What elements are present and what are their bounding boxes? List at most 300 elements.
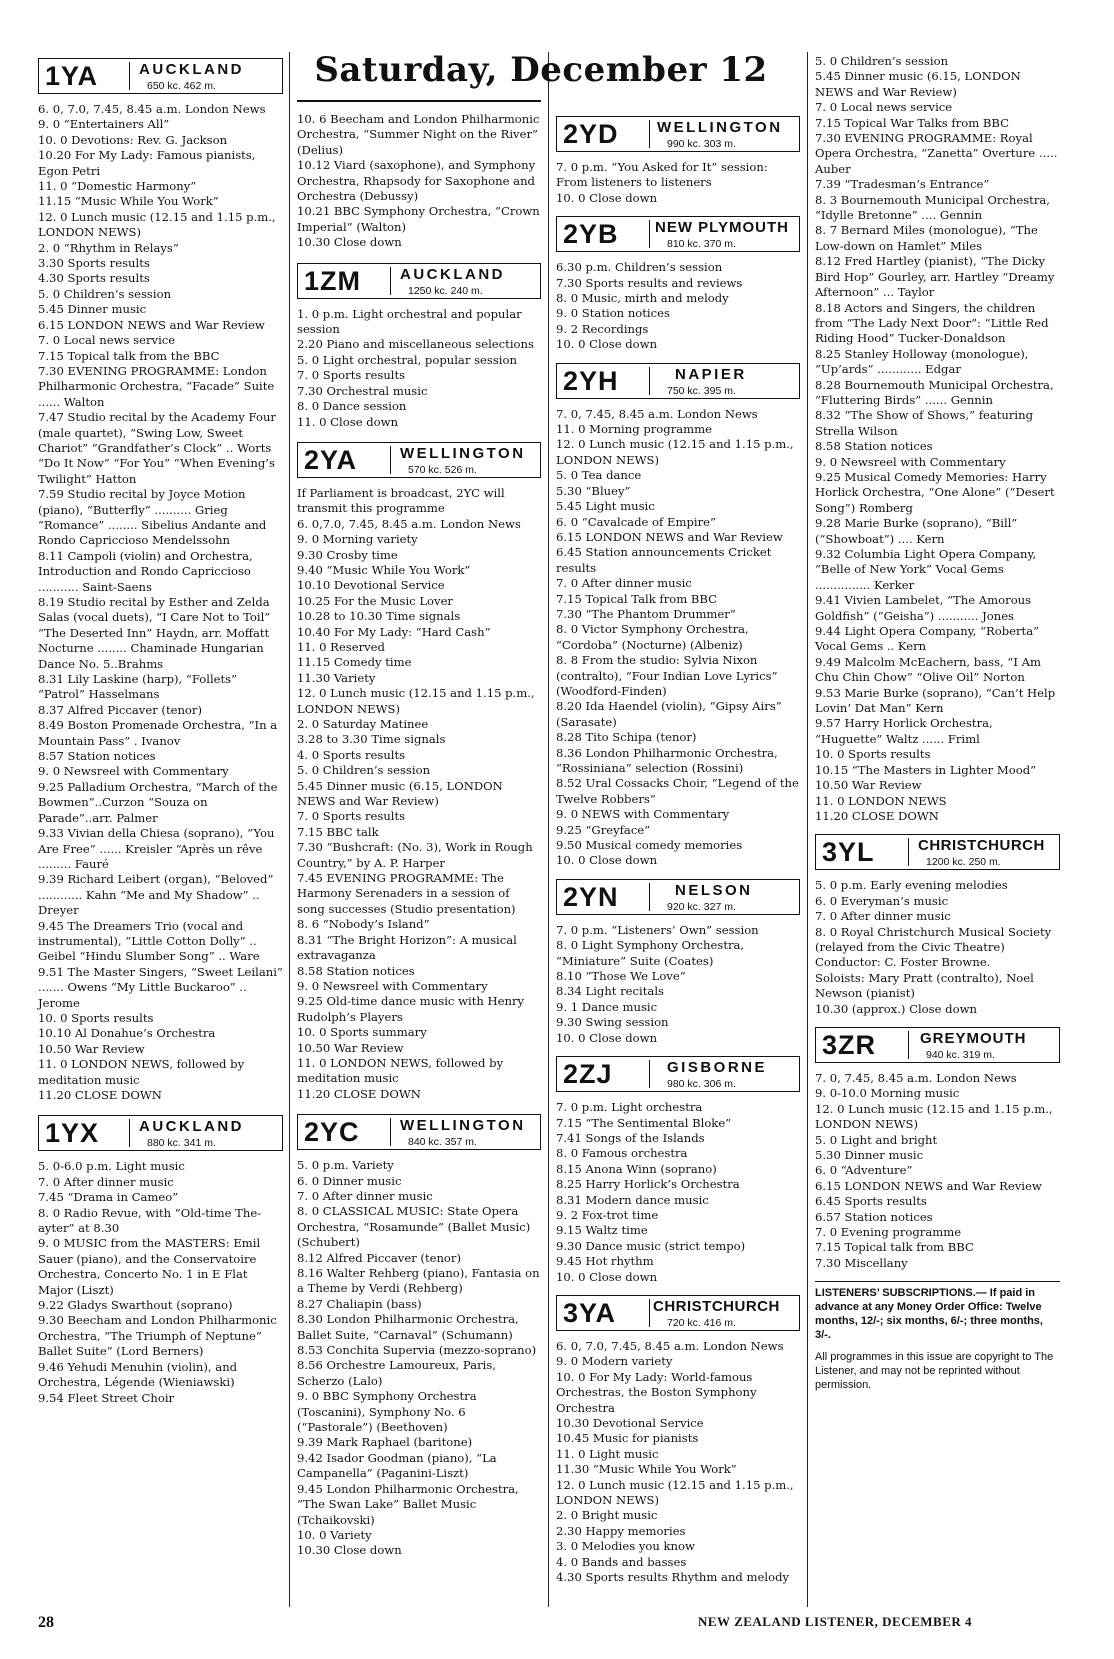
programme-item: 8. 0 Royal Christchurch Musical Society (relayed from the Civic Theatre) (815, 924, 1052, 954)
programme-item: 7.30 Sports results and reviews (556, 275, 743, 290)
programme-item: 5.30 Dinner music (815, 1148, 924, 1162)
station-city: NELSON (675, 881, 753, 899)
programme-item: 10. 6 Beecham and London Philharmonic Orchestra, “Summer Night on the River” (Delius) (297, 112, 540, 157)
programme-item: 5. 0 Children’s session (297, 763, 431, 778)
programme-item: 7.41 Songs of the Islands (556, 1130, 705, 1145)
programme-item: 7. 0 p.m. “Listeners’ Own” session (556, 922, 759, 937)
programme-item: 9.50 Musical comedy memories (556, 838, 743, 853)
programme-item: 11. 0 LONDON NEWS, followed by meditation music (38, 1057, 245, 1087)
station-frequency: 720 kc. 416 m. (667, 1316, 736, 1329)
programme-item: 8. 0 Light Symphony Orchestra, “Miniature” Suite (Coates) (556, 938, 745, 968)
programme-item: 5. 0 Children’s session (815, 54, 949, 68)
programme-item: 4.30 Sports results Rhythm and melody (556, 1570, 790, 1585)
station-city: WELLINGTON (400, 444, 526, 462)
programme-item: 12. 0 Lunch music (12.15 and 1.15 p.m., LONDON NEWS) (38, 209, 276, 240)
programme-list (815, 54, 1060, 824)
programme-item: 7.59 Studio recital by Joyce Motion (piano), “Butterfly” .......... Grieg “Romance” ........ Sibelius Andante and Rondo Capriccioso Mendelssohn (38, 487, 267, 548)
programme-list (38, 102, 283, 1103)
programme-item: 11. 0 LONDON NEWS (815, 793, 947, 808)
programme-item: 8.28 Bournemouth Municipal Orchestra, “Fluttering Birds” ...... Gennin (815, 377, 1054, 407)
header-divider (649, 220, 650, 248)
programme-item: 6. 0, 7.0, 7.45, 8.45 a.m. London News (556, 1338, 784, 1353)
column-1 (38, 54, 283, 1406)
station-city: NAPIER (675, 365, 747, 383)
programme-item: 7. 0 After dinner music (815, 909, 951, 924)
publication-footer: NEW ZEALAND LISTENER, DECEMBER 4 (698, 1614, 973, 1629)
programme-item: 8.37 Alfred Piccaver (tenor) (38, 702, 202, 717)
station-city: NEW PLYMOUTH (655, 219, 789, 237)
station-header-2ya (297, 442, 541, 478)
programme-item: 9. 0 NEWS with Commentary (556, 807, 730, 822)
header-divider (649, 883, 650, 911)
column-2 (297, 112, 541, 1559)
programme-item: 8. 0 Music, mirth and melody (556, 291, 729, 306)
programme-item: 8.52 Ural Cossacks Choir, “Legend of the Twelve Robbers” (556, 776, 799, 806)
programme-item: 10. 0 Sports results (38, 1010, 154, 1025)
station-header-3ya (556, 1295, 800, 1331)
programme-item: 9.25 Musical Comedy Memories: Harry Horlick Orchestra, “One Alone” (“Desert Song”) Romberg (815, 469, 1055, 515)
programme-item: 7. 0 After dinner music (38, 1174, 174, 1189)
programme-item: 10.50 War Review (297, 1040, 404, 1055)
copyright-notice: All programmes in this issue are copyright to The Listener, and may not be reprinted without permission. (815, 1351, 1054, 1392)
subscriptions-notice: LISTENERS’ SUBSCRIPTIONS.— If paid in advance at any Money Order Office: Twelve months, 12/-; six months, 6/-; three months, 3/-. (815, 1281, 1060, 1342)
station-frequency: 920 kc. 327 m. (667, 900, 736, 913)
programme-item: 10. 0 Close down (556, 1030, 658, 1045)
station-call-sign: 1YX (45, 1118, 100, 1149)
programme-item: 8. 0 CLASSICAL MUSIC: State Opera Orchestra, “Rosamunde” (Ballet Music) (Schubert) (297, 1204, 531, 1250)
station-header-2yd (556, 116, 800, 152)
station-header-3yl (815, 834, 1060, 870)
station-header-2yn (556, 879, 800, 915)
programme-item: 7.15 Topical talk from BBC (815, 1240, 974, 1255)
programme-item: 8.56 Orchestre Lamoureux, Paris, Scherzo (Lalo) (297, 1358, 496, 1388)
programme-item: 8.15 Anona Winn (soprano) (556, 1161, 717, 1176)
programme-item: 5.45 Dinner music (6.15, LONDON NEWS and War Review) (297, 778, 503, 809)
programme-list (297, 486, 541, 1102)
programme-item: 8.58 Station notices (297, 963, 415, 978)
programme-item: 7.45 EVENING PROGRAMME: The Harmony Serenaders in a session of song successes (Studio presentation) (297, 871, 516, 916)
programme-item: 11.30 “Music While You Work” (556, 1462, 737, 1477)
header-divider (129, 62, 130, 90)
programme-item: 7.15 BBC talk (297, 824, 379, 839)
programme-item: 10. 0 Close down (556, 337, 658, 352)
programme-list (556, 407, 800, 869)
station-header-1ya (38, 58, 283, 94)
programme-item: 9.49 Malcolm McEachern, bass, “I Am Chu Chin Chow” “Olive Oil” Norton (815, 654, 1041, 685)
programme-item: 11. 0 LONDON NEWS, followed by meditation music (297, 1055, 504, 1086)
programme-item: 8.36 London Philharmonic Orchestra, “Rossiniana” selection (Rossini) (556, 745, 778, 775)
programme-item: 8. 0 Dance session (297, 399, 407, 414)
programme-item: 8.28 Tito Schipa (tenor) (556, 730, 697, 745)
programme-item: 5. 0 Light and bright (815, 1132, 938, 1147)
programme-item: 2.30 Happy memories (556, 1523, 686, 1538)
programme-item: 8.25 Stanley Holloway (monologue), “Up’ards” ............ Edgar (815, 346, 1029, 377)
programme-item: 7.30 Orchestral music (297, 383, 428, 398)
programme-item: 8.57 Station notices (38, 749, 156, 764)
programme-item: 8.27 Chaliapin (bass) (297, 1296, 422, 1311)
header-divider (908, 838, 909, 866)
programme-item: 6.45 Sports results (815, 1194, 927, 1209)
programme-item: 10.21 BBC Symphony Orchestra, “Crown Imperial” (Walton) (297, 204, 540, 234)
programme-item: 8.34 Light recitals (556, 984, 664, 999)
programme-item: 7. 0 Sports results (297, 368, 406, 383)
programme-item: 8.32 “The Show of Shows,” featuring Strella Wilson (815, 408, 1034, 438)
programme-item: 8.10 “Those We Love” (556, 969, 686, 984)
programme-item: 9. 0-10.0 Morning music (815, 1086, 960, 1101)
programme-item: 8. 0 Radio Revue, with “Old-time The-ayter” at 8.30 (38, 1205, 262, 1236)
programme-list (297, 1158, 541, 1559)
station-call-sign: 3YA (563, 1297, 617, 1328)
header-divider (390, 446, 391, 474)
programme-item: 9.22 Gladys Swarthout (soprano) (38, 1298, 233, 1313)
header-divider (649, 120, 650, 148)
station-call-sign: 2ZJ (563, 1059, 613, 1090)
station-call-sign: 2YA (304, 444, 358, 475)
programme-item: 7.30 “The Phantom Drummer” (556, 606, 736, 621)
programme-item: 9.25 Old-time dance music with Henry Rudolph’s Players (297, 994, 525, 1024)
programme-item: 7. 0 Evening programme (815, 1225, 962, 1240)
programme-item: 9.54 Fleet Street Choir (38, 1390, 175, 1405)
programme-item: 9.30 Crosby time (297, 547, 398, 562)
programme-item: 10. 0 For My Lady: World-famous Orchestras, the Boston Symphony Orchestra (556, 1369, 757, 1415)
programme-item: 8. 3 Bournemouth Municipal Orchestra, “Idylle Bretonne” .... Gennin (815, 192, 1050, 223)
programme-item: 7. 0 After dinner music (297, 1188, 433, 1203)
programme-item: 9. 0 Station notices (556, 306, 670, 321)
header-divider (390, 267, 391, 295)
programme-item: 8.16 Walter Rehberg (piano), Fantasia on a Theme by Verdi (Rehberg) (297, 1266, 540, 1296)
programme-item: 9.46 Yehudi Menuhin (violin), and Orchestra, Légende (Wieniawski) (38, 1359, 238, 1390)
programme-item: 10.10 Devotional Service (297, 578, 445, 593)
programme-item: 5.45 Light music (556, 499, 655, 514)
programme-item: 9. 0 MUSIC from the MASTERS: Emil Sauer (piano), and the Conservatoire Orchestra, Concerto No. 1 in E Flat Major (Liszt) (38, 1236, 261, 1297)
programme-item: 7.30 “Bushcraft: (No. 3), Work in Rough Country,” by A. P. Harper (297, 840, 533, 870)
programme-item: 10. 0 Variety (297, 1527, 372, 1542)
programme-item: 10. 0 Sports summary (297, 1025, 427, 1040)
station-call-sign: 2YH (563, 365, 619, 396)
programme-item: 9. 0 “Entertainers All” (38, 117, 170, 132)
programme-item: Soloists: Mary Pratt (contralto), Noel Newson (pianist) (815, 970, 1034, 1001)
programme-item: 5. 0 p.m. Early evening melodies (815, 878, 1008, 893)
station-frequency: 1200 kc. 250 m. (926, 856, 1001, 869)
station-frequency: 650 kc. 462 m. (147, 80, 216, 92)
programme-item: 10.50 War Review (38, 1041, 145, 1056)
programme-item: 11. 0 Light music (556, 1446, 659, 1461)
station-city: CHRISTCHURCH (918, 837, 1045, 855)
programme-item: 4. 0 Sports results (297, 747, 406, 762)
programme-item: 8.25 Harry Horlick’s Orchestra (556, 1177, 740, 1192)
programme-item: 7.45 “Drama in Cameo” (38, 1190, 179, 1205)
programme-item: 10.20 For My Lady: Famous pianists, Egon Petri (38, 148, 256, 178)
programme-item: 8. 6 “Nobody’s Island” (297, 917, 430, 932)
programme-item: 6.15 LONDON NEWS and War Review (815, 1178, 1042, 1193)
station-call-sign: 3ZR (822, 1029, 877, 1060)
programme-item: 2.20 Piano and miscellaneous selections (297, 337, 534, 352)
station-header-2yc (297, 1114, 541, 1150)
programme-item: 7. 0, 7.45, 8.45 a.m. London News (815, 1070, 1017, 1085)
programme-item: 6. 0 “Adventure” (815, 1163, 913, 1178)
programme-item: 6.15 LONDON NEWS and War Review (38, 317, 265, 332)
programme-item: 5. 0 Light orchestral, popular session (297, 352, 517, 367)
programme-item: 9.40 “Music While You Work” (297, 562, 471, 577)
programme-item: 11. 0 Reserved (297, 639, 385, 654)
programme-list (556, 923, 800, 1046)
column-rule (807, 52, 808, 1607)
programme-item: 5.45 Dinner music (38, 302, 147, 317)
station-header-2yb (556, 216, 800, 252)
station-frequency: 980 kc. 306 m. (667, 1078, 736, 1091)
station-header-1yx (38, 1115, 283, 1151)
programme-item: 9. 0 Morning variety (297, 532, 418, 547)
programme-item: 10.15 “The Masters in Lighter Mood” (815, 762, 1037, 777)
programme-item: 8.19 Studio recital by Esther and Zelda Salas (vocal duets), “I Care Not to Toil” “The Deserted Inn” Haydn, arr. Moffatt Nocturne ........ Chaminade Hungarian Dance No. 5..Brahms (38, 595, 271, 671)
station-call-sign: 2YD (563, 119, 619, 149)
programme-item: 9.28 Marie Burke (soprano), “Bill” (“Showboat”) .... Kern (815, 516, 1018, 546)
programme-item: 10.12 Viard (saxophone), and Symphony Orchestra, Rhapsody for Saxophone and Orchestra (Debussy) (297, 158, 536, 204)
programme-item: 6.15 LONDON NEWS and War Review (556, 529, 783, 544)
programme-item: 2. 0 “Rhythm in Relays” (38, 240, 179, 255)
station-header-2zj (556, 1056, 800, 1092)
station-frequency: 840 kc. 357 m. (408, 1136, 477, 1149)
station-city: AUCKLAND (139, 1118, 244, 1136)
programme-item: 7.15 “The Sentimental Bloke” (556, 1115, 732, 1130)
programme-item: 9.51 The Master Singers, “Sweet Leilani” ....... Owens “My Little Buckaroo” .. Jerome (38, 964, 283, 1010)
programme-item: 9. 0 Modern variety (556, 1354, 673, 1369)
programme-item: 10.50 War Review (815, 778, 922, 793)
programme-item: 8. 0 Famous orchestra (556, 1146, 688, 1161)
programme-item: 9.30 Beecham and London Philharmonic Orchestra, “The Triumph of Neptune” Ballet Suite” (Lord Berners) (38, 1313, 277, 1359)
programme-item: 7. 0 p.m. “You Asked for It” session: From listeners to listeners (556, 160, 768, 190)
programme-item: 8.31 “The Bright Horizon”: A musical extravaganza (297, 932, 517, 963)
programme-item: 9.30 Swing session (556, 1015, 669, 1030)
programme-item: 7.30 EVENING PROGRAMME: London Philharmonic Orchestra, “Facade” Suite ...... Walton (38, 363, 275, 409)
programme-item: 9.45 Hot rhythm (556, 1254, 654, 1269)
programme-item: 9.45 London Philharmonic Orchestra, “The Swan Lake” Ballet Music (Tchaikovski) (297, 1481, 519, 1527)
programme-item: 8.30 London Philharmonic Orchestra, Ballet Suite, “Carnaval” (Schumann) (297, 1312, 519, 1342)
programme-item: 11.20 CLOSE DOWN (815, 808, 939, 823)
programme-item: 6. 0 Dinner music (297, 1173, 402, 1188)
header-divider (129, 1119, 130, 1147)
programme-item: 7.15 Topical Talk from BBC (556, 591, 718, 606)
station-header-3zr (815, 1027, 1060, 1063)
programme-item: 9. 0 Newsreel with Commentary (297, 978, 488, 993)
programme-item: 7.15 Topical talk from the BBC (38, 348, 220, 363)
programme-item: 5. 0 Children’s session (38, 286, 172, 301)
station-frequency: 940 kc. 319 m. (926, 1048, 995, 1061)
programme-item: Conductor: C. Foster Browne. (815, 955, 991, 970)
station-header-2yh (556, 363, 800, 399)
page-number: 28 (38, 1614, 54, 1631)
header-divider (649, 1299, 650, 1327)
programme-item: 7.30 Miscellany (815, 1255, 908, 1270)
programme-item: 6.57 Station notices (815, 1209, 933, 1224)
station-call-sign: 1ZM (304, 265, 361, 296)
programme-item: 3.30 Sports results (38, 256, 150, 271)
programme-item: 6. 0,7.0, 7.45, 8.45 a.m. London News (297, 516, 521, 531)
header-divider (390, 1118, 391, 1146)
programme-item: 10. 0 Close down (556, 1269, 658, 1284)
programme-item: 8.58 Station notices (815, 439, 933, 454)
programme-item: 7.47 Studio recital by the Academy Four (male quartet), “Swing Low, Sweet Chariot” “Grandfather’s Clock” .. Worts “Do It Now” “For You” “When Evening’s Twilight” Hatton (38, 410, 276, 486)
programme-item: 10.30 Close down (297, 1543, 402, 1558)
programme-item: 8. 7 Bernard Miles (monologue), “The Low-down on Hamlet” Miles (815, 223, 1038, 253)
station-frequency: 1250 kc. 240 m. (408, 284, 483, 297)
station-city: GREYMOUTH (920, 1029, 1027, 1047)
programme-list (815, 1071, 1060, 1271)
programme-item: If Parliament is broadcast, 2YC will transmit this programme (297, 485, 505, 516)
column-4 (815, 54, 1060, 1392)
programme-item: 8.12 Fred Hartley (pianist), “The Dicky Bird Hop” Gourley, arr. Hartley “Dreamy Afternoon” ... Taylor (815, 254, 1055, 300)
programme-item: 7. 0 After dinner music (556, 576, 692, 591)
programme-item: 6. 0 “Cavalcade of Empire” (556, 514, 716, 529)
programme-item: 9. 2 Fox-trot time (556, 1207, 659, 1222)
station-call-sign: 3YL (822, 837, 875, 868)
programme-list (38, 1159, 283, 1406)
programme-item: 9.57 Harry Horlick Orchestra, “Huguette” Waltz ...... Friml (815, 716, 993, 746)
programme-item: 8. 0 Victor Symphony Orchestra, “Cordoba” (Nocturne) (Albeniz) (556, 622, 749, 652)
programme-item: 8.12 Alfred Piccaver (tenor) (297, 1250, 461, 1265)
programme-list (556, 1100, 800, 1285)
programme-item: 11. 0 Morning programme (556, 422, 712, 437)
programme-item: 11.30 Variety (297, 670, 376, 685)
programme-item: 7. 0 Local news service (815, 100, 953, 115)
programme-item: 11.20 CLOSE DOWN (297, 1086, 421, 1101)
programme-item: 9.15 Waltz time (556, 1223, 648, 1238)
programme-item: 11.15 Comedy time (297, 655, 412, 670)
programme-item: 9.39 Richard Leibert (organ), “Beloved” ............ Kahn “Me and My Shadow” .. Dreyer (38, 872, 274, 918)
programme-item: 6.30 p.m. Children’s session (556, 260, 723, 275)
programme-list (556, 260, 800, 352)
programme-list (556, 160, 800, 206)
programme-item: 5.30 “Bluey” (556, 483, 631, 498)
programme-item: 7. 0 Local news service (38, 333, 176, 348)
station-frequency: 880 kc. 341 m. (147, 1137, 216, 1150)
programme-item: 12. 0 Lunch music (12.15 and 1.15 p.m., LONDON NEWS) (297, 686, 535, 716)
programme-item: 10. 0 Sports results (815, 747, 931, 762)
programme-item: 9. 0 Newsreel with Commentary (38, 764, 229, 779)
header-divider (649, 1060, 650, 1088)
programme-item: 10.40 For My Lady: “Hard Cash” (297, 624, 491, 639)
programme-item: 8.11 Campoli (violin) and Orchestra, Introduction and Rondo Capriccioso ........... Saint-Saens (38, 548, 253, 594)
station-city: AUCKLAND (139, 61, 244, 78)
programme-item: 9. 0 BBC Symphony Orchestra (Toscanini), Symphony No. 6 (“Pastorale”) (Beethoven) (297, 1389, 477, 1435)
station-frequency: 750 kc. 395 m. (667, 384, 736, 397)
programme-item: 5. 0 Tea dance (556, 468, 642, 483)
programme-item: 2. 0 Saturday Matinee (297, 717, 429, 731)
programme-item: 8. 8 From the studio: Sylvia Nixon (contralto), “Four Indian Love Lyrics” (Woodford-Finden) (556, 653, 778, 698)
programme-list (556, 1339, 800, 1586)
programme-item: 9.25 Palladium Orchestra, “March of the Bowmen”..Curzon “Souza on Parade”..arr. Palmer (38, 779, 278, 825)
programme-item: 11.15 “Music While You Work” (38, 194, 219, 209)
programme-item: 7. 0 p.m. Light orchestra (556, 1100, 703, 1115)
programme-item: 9.25 “Greyface” (556, 822, 651, 837)
programme-item: 8.20 Ida Haendel (violin), “Gipsy Airs” (Sarasate) (556, 699, 782, 729)
programme-item: 2. 0 Bright music (556, 1508, 658, 1523)
programme-item: 10. 0 Close down (556, 190, 658, 205)
programme-item: 8.53 Conchita Supervia (mezzo-soprano) (297, 1343, 537, 1358)
programme-item: 10.45 Music for pianists (556, 1431, 699, 1446)
programme-item: 9. 2 Recordings (556, 321, 649, 336)
programme-item: 6.45 Station announcements Cricket results (556, 545, 772, 575)
column-3 (556, 112, 800, 1585)
programme-item: 8.31 Modern dance music (556, 1192, 709, 1207)
column-rule (548, 52, 549, 1607)
programme-item: 9.33 Vivian della Chiesa (soprano), “You Are Free” ...... Kreisler “Après un rêve ......... Fauré (38, 826, 275, 871)
station-call-sign: 1YA (45, 61, 99, 91)
title-rule (297, 100, 541, 102)
programme-item: 9.53 Marie Burke (soprano), “Can’t Help Lovin’ Dat Man” Kern (815, 685, 1056, 716)
programme-item: 12. 0 Lunch music (12.15 and 1.15 p.m., LONDON NEWS) (556, 1477, 794, 1508)
programme-item: 10.30 Devotional Service (556, 1416, 704, 1430)
header-divider (908, 1031, 909, 1059)
station-city: GISBORNE (667, 1059, 768, 1077)
programme-item: 3. 0 Melodies you know (556, 1539, 695, 1554)
header-divider (649, 367, 650, 395)
programme-item: 9.44 Light Opera Company, “Roberta” Vocal Gems .. Kern (815, 624, 1040, 654)
programme-item: 12. 0 Lunch music (12.15 and 1.15 p.m., LONDON NEWS) (815, 1101, 1053, 1132)
station-frequency: 810 kc. 370 m. (667, 238, 736, 251)
programme-item: 10. 0 Devotions: Rev. G. Jackson (38, 132, 228, 147)
programme-item: 6. 0, 7.0, 7.45, 8.45 a.m. London News (38, 102, 266, 116)
programme-item: 5. 0-6.0 p.m. Light music (38, 1159, 185, 1174)
programme-item: 9.39 Mark Raphael (baritone) (297, 1435, 473, 1450)
programme-item: 11.20 CLOSE DOWN (38, 1088, 162, 1102)
programme-item: 7.30 EVENING PROGRAMME: Royal Opera Orchestra, “Zanetta” Overture ..... Auber (815, 131, 1058, 176)
station-call-sign: 2YB (563, 219, 619, 250)
station-call-sign: 2YC (304, 1117, 360, 1148)
station-city: CHRISTCHURCH (653, 1297, 780, 1315)
programme-item: 5. 0 p.m. Variety (297, 1158, 394, 1173)
programme-item: 12. 0 Lunch music (12.15 and 1.15 p.m., LONDON NEWS) (556, 437, 794, 467)
programme-item: 10.10 Al Donahue’s Orchestra (38, 1026, 216, 1041)
programme-item: 7. 0 Sports results (297, 809, 406, 824)
programme-item: 5.45 Dinner music (6.15, LONDON NEWS and War Review) (815, 69, 1021, 99)
station-city: AUCKLAND (400, 265, 505, 283)
programme-item: 9.42 Isador Goodman (piano), “La Campanella” (Paganini-Liszt) (297, 1450, 497, 1481)
programme-list (815, 878, 1060, 1017)
programme-item: 9. 0 Newsreel with Commentary (815, 454, 1006, 469)
programme-item: 9.41 Vivien Lambelet, “The Amorous Goldfish” (“Geisha”) ........... Jones (815, 593, 1032, 623)
programme-item: 4.30 Sports results (38, 271, 150, 286)
programme-item: 4. 0 Bands and basses (556, 1554, 687, 1569)
station-city: WELLINGTON (400, 1117, 526, 1135)
programme-item: 9.30 Dance music (strict tempo) (556, 1238, 746, 1253)
programme-item: 8.49 Boston Promenade Orchestra, “In a Mountain Pass” . Ivanov (38, 718, 278, 748)
programme-item: 10. 0 Close down (556, 853, 658, 868)
programme-item: 7.39 “Tradesman’s Entrance” (815, 177, 990, 192)
programme-item: 7. 0, 7.45, 8.45 a.m. London News (556, 406, 758, 421)
station-call-sign: 2YN (563, 881, 619, 912)
programme-item: 10.25 For the Music Lover (297, 593, 453, 608)
station-header-1zm (297, 263, 541, 299)
programme-item: 3.28 to 3.30 Time signals (297, 732, 446, 747)
programme-item: 1. 0 p.m. Light orchestral and popular session (297, 306, 522, 337)
programme-item: 9.45 The Dreamers Trio (vocal and instrumental), “Little Cotton Dolly” .. Geibel “Hindu Slumber Song” .. Ware (38, 918, 260, 964)
programme-list (297, 307, 541, 430)
programme-item: 7.15 Topical War Talks from BBC (815, 115, 1010, 130)
programme-item: 10.30 (approx.) Close down (815, 1001, 977, 1016)
programme-item: 6. 0 Everyman’s music (815, 893, 949, 908)
programme-item: 10.28 to 10.30 Time signals (297, 609, 461, 624)
programme-item: 8.31 Lily Laskine (harp), “Follets” “Patrol” Hasselmans (38, 672, 238, 702)
programme-item: 11. 0 Close down (297, 414, 399, 429)
programme-item: 9.32 Columbia Light Opera Company, “Belle of New York” Vocal Gems ............... Kerker (815, 547, 1037, 592)
station-city: WELLINGTON (657, 119, 783, 136)
programme-item: 9. 1 Dance music (556, 999, 658, 1014)
column-rule (289, 52, 290, 1607)
programme-item: 11. 0 “Domestic Harmony” (38, 179, 197, 194)
station-frequency: 570 kc. 526 m. (408, 463, 477, 476)
page-title: Saturday, December 12 (314, 50, 768, 90)
